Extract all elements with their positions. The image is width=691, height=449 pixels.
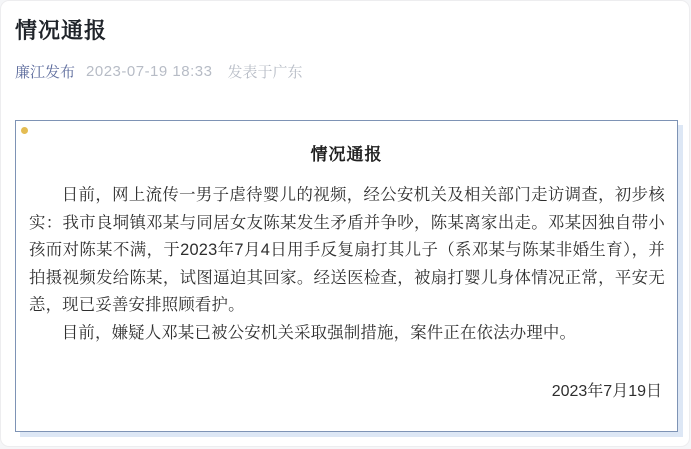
source-account-link[interactable]: 廉江发布	[15, 64, 76, 81]
notice-box	[15, 120, 678, 432]
yellow-dot-icon	[21, 127, 28, 134]
notice-body	[29, 182, 665, 347]
publish-region: 发表于广东	[227, 64, 303, 81]
notice-title: 情况通报	[310, 145, 383, 164]
notice-date: 2023年7月19日	[551, 383, 662, 400]
notice-paragraph: 目前，嫌疑人邓某已被公安机关采取强制措施，案件正在依法办理中。	[61, 323, 577, 342]
publish-timestamp: 2023-07-19 18:33	[86, 63, 213, 80]
notice-paragraph: 日前，网上流传一男子虐待婴儿的视频，经公安机关及相关部门走访调查，初步核实：我市良垌镇邓某与同居女友陈某发生矛盾并争吵，陈某离家出走。邓某因独自带小孩而对陈某不满，于2023年7月4日用手反复扇打其儿子（系邓某与陈某非婚生育），并拍摄视频发给陈某，试图逼迫其回家。经送医检查，被扇打婴儿身体情况正常，平安无恙，现已妥善安排照顾看护。	[29, 186, 665, 314]
article-meta	[15, 61, 302, 82]
page-title: 情况通报	[15, 18, 108, 43]
